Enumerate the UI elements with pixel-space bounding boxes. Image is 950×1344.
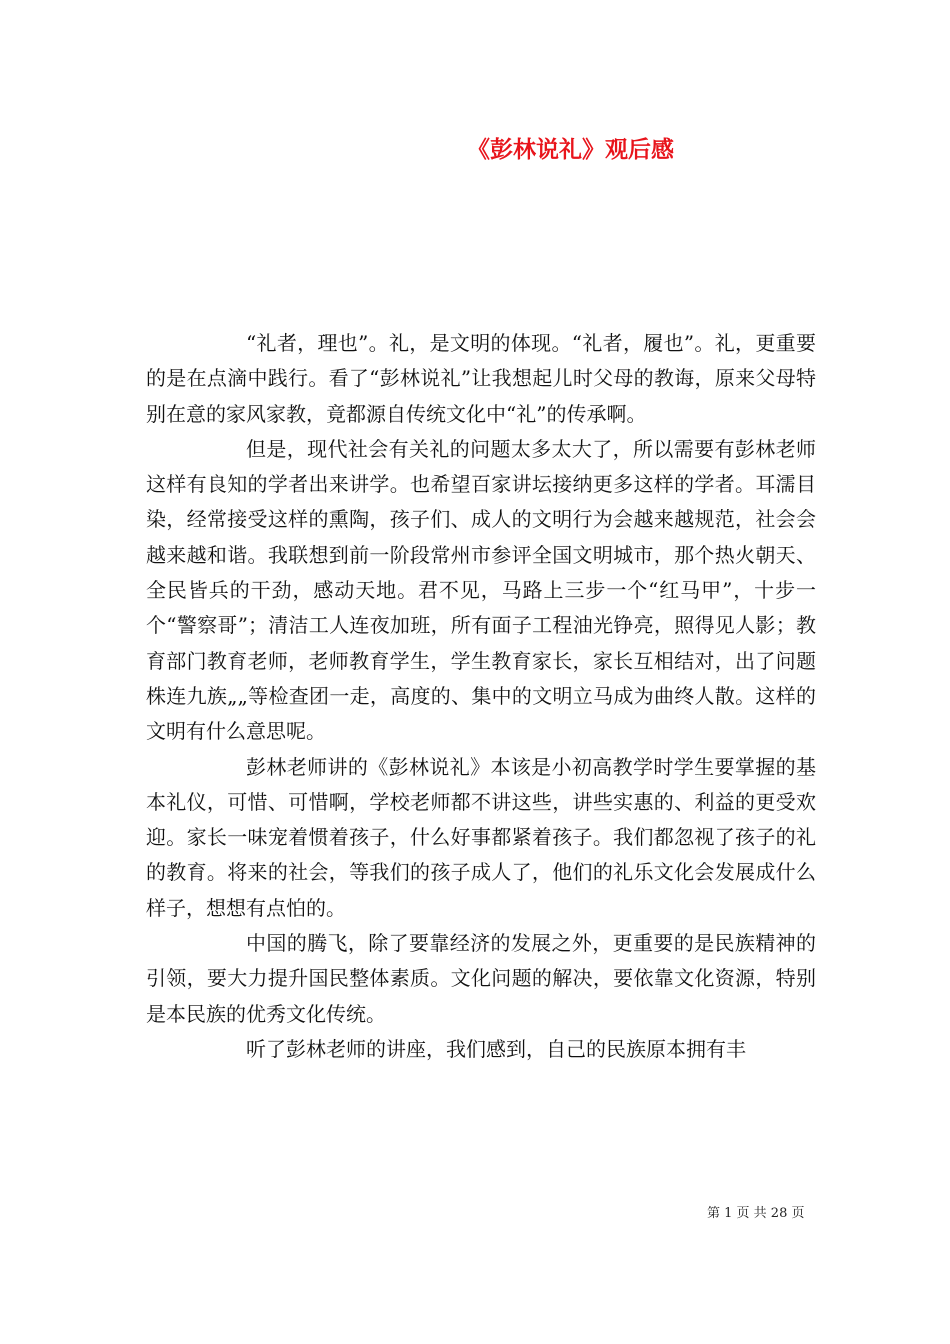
- paragraph: 彭林老师讲的《彭林说礼》本该是小初高教学时学生要掌握的基本礼仪，可惜、可惜啊，学校老师都不讲这些，讲些实惠的、利益的更受欢迎。家长一味宠着惯着孩子，什么好事都紧着孩子。我们都忽视了孩子的礼的教育。将来的社会，等我们的孩子成人了，他们的礼乐文化会发展成什么样子，想想有点怕的。: [146, 754, 816, 920]
- paragraph: 听了彭林老师的讲座，我们感到，自己的民族原本拥有丰: [246, 1036, 746, 1061]
- paragraph: 但是，现代社会有关礼的问题太多太大了，所以需要有彭林老师这样有良知的学者出来讲学。也希望百家讲坛接纳更多这样的学者。耳濡目染，经常接受这样的熏陶，孩子们、成人的文明行为会越来越规范，社会会越来越和谐。我联想到前一阶段常州市参评全国文明城市，那个热火朝天、全民皆兵的干劲，感动天地。君不见，马路上三步一个“红马甲”，十步一个“警察哥”；清洁工人连夜加班，所有面子工程油光铮亮，照得见人影；教育部门教育老师，老师教育学生，学生教育家长，家长互相结对，出了问题株连九族„„等检查团一走，高度的、集中的文明立马成为曲终人散。这样的文明有什么意思呢。: [146, 436, 816, 744]
- paragraph: “礼者，理也”。礼，是文明的体现。“礼者，履也”。礼，更重要的是在点滴中践行。看了“彭林说礼”让我想起儿时父母的教诲，原来父母特别在意的家风家教，竟都源自传统文化中“礼”的传承啊。: [146, 331, 816, 426]
- page-number-footer: 第 1 页 共 28 页: [707, 1206, 805, 1221]
- document-body: [146, 326, 816, 1067]
- document-title: 《彭林说礼》观后感: [467, 136, 674, 163]
- paragraph: 中国的腾飞，除了要靠经济的发展之外，更重要的是民族精神的引领，要大力提升国民整体素质。文化问题的解决，要依靠文化资源，特别是本民族的优秀文化传统。: [146, 931, 816, 1026]
